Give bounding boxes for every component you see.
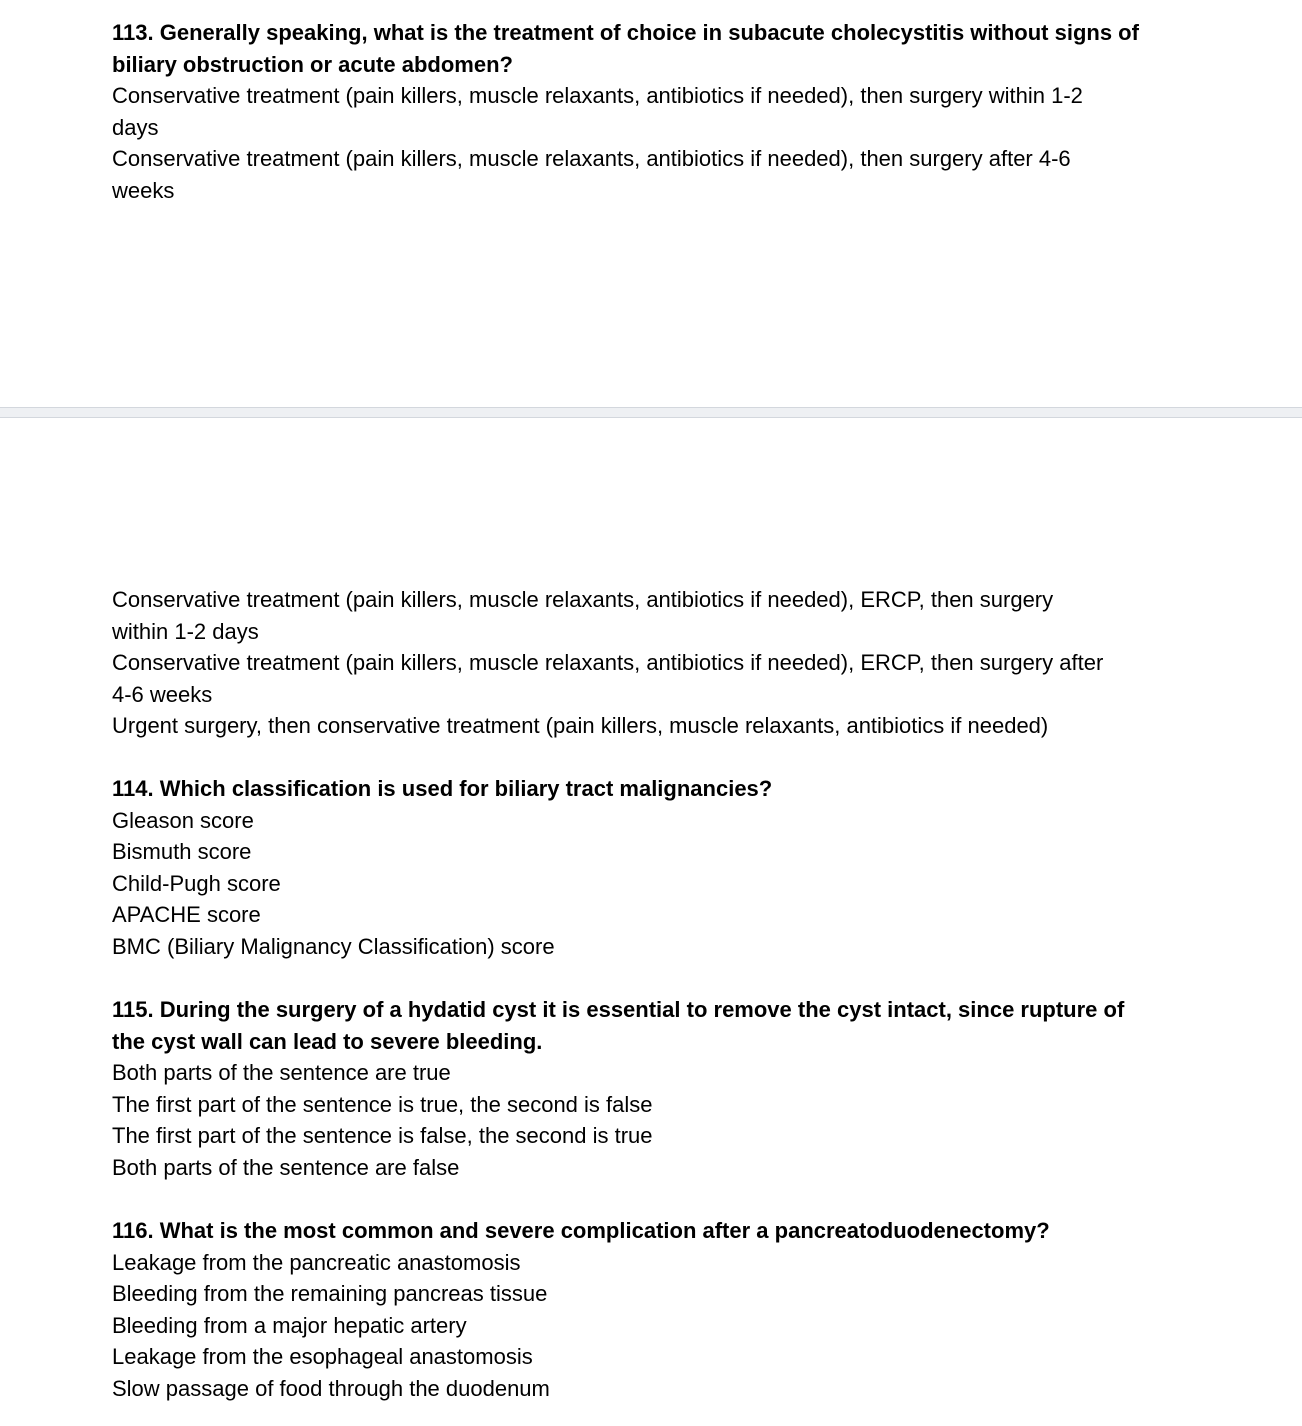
answer-113-e: Urgent surgery, then conservative treatment (pain killers, muscle relaxants, antibiotics if needed) <box>112 713 1049 739</box>
answer-114-c: Child-Pugh score <box>112 870 281 896</box>
answer-113-b-line-2: weeks <box>112 177 175 203</box>
answer-115-c: The first part of the sentence is false, the second is true <box>112 1123 653 1149</box>
answer-113-c-line-2: within 1-2 days <box>112 618 259 644</box>
answer-113-d-line-2: 4-6 weeks <box>112 681 213 707</box>
question-113-block <box>112 17 1182 207</box>
answer-114-b: Bismuth score <box>112 839 252 865</box>
question-115-text-line-2: the cyst wall can lead to severe bleeding. <box>112 1028 543 1054</box>
answer-113-b-line-1: Conservative treatment (pain killers, muscle relaxants, antibiotics if needed), then surgery after 4-6 <box>112 146 1071 172</box>
answer-113-c-line-1: Conservative treatment (pain killers, muscle relaxants, antibiotics if needed), ERCP, then surgery <box>112 587 1054 612</box>
question-116-text: 116. What is the most common and severe complication after a pancreatoduodenectomy? <box>112 1218 1050 1243</box>
question-114-block <box>112 773 1182 963</box>
question-115-block <box>112 994 1182 1184</box>
answer-113-d-line-1: Conservative treatment (pain killers, muscle relaxants, antibiotics if needed), ERCP, then surgery after <box>112 650 1104 676</box>
question-115-text-line-1: 115. During the surgery of a hydatid cyst it is essential to remove the cyst intact, since rupture of <box>112 997 1125 1022</box>
document-page-1 <box>0 0 1302 407</box>
answer-116-c: Bleeding from a major hepatic artery <box>112 1312 467 1338</box>
answer-114-e: BMC (Biliary Malignancy Classification) score <box>112 933 555 959</box>
question-114-text: 114. Which classification is used for biliary tract malignancies? <box>112 776 773 801</box>
question-116-block <box>112 1215 1182 1405</box>
answer-113-a-line-1: Conservative treatment (pain killers, muscle relaxants, antibiotics if needed), then surgery within 1-2 <box>112 83 1083 109</box>
answer-115-d: Both parts of the sentence are false <box>112 1154 460 1180</box>
page-break-divider <box>0 407 1302 418</box>
document-page-2 <box>0 418 1302 1426</box>
question-113-text-line-1: 113. Generally speaking, what is the treatment of choice in subacute cholecystitis without signs of <box>112 20 1139 45</box>
answer-116-d: Leakage from the esophageal anastomosis <box>112 1344 533 1370</box>
question-113-continued-block <box>112 584 1182 742</box>
answer-115-a: Both parts of the sentence are true <box>112 1060 451 1086</box>
answer-116-b: Bleeding from the remaining pancreas tissue <box>112 1281 548 1307</box>
answer-115-b: The first part of the sentence is true, the second is false <box>112 1091 653 1117</box>
answer-116-e: Slow passage of food through the duodenum <box>112 1375 550 1401</box>
answer-114-a: Gleason score <box>112 807 254 833</box>
answer-116-a: Leakage from the pancreatic anastomosis <box>112 1249 521 1275</box>
answer-113-a-line-2: days <box>112 114 159 140</box>
answer-114-d: APACHE score <box>112 902 261 928</box>
question-113-text-line-2: biliary obstruction or acute abdomen? <box>112 51 513 77</box>
